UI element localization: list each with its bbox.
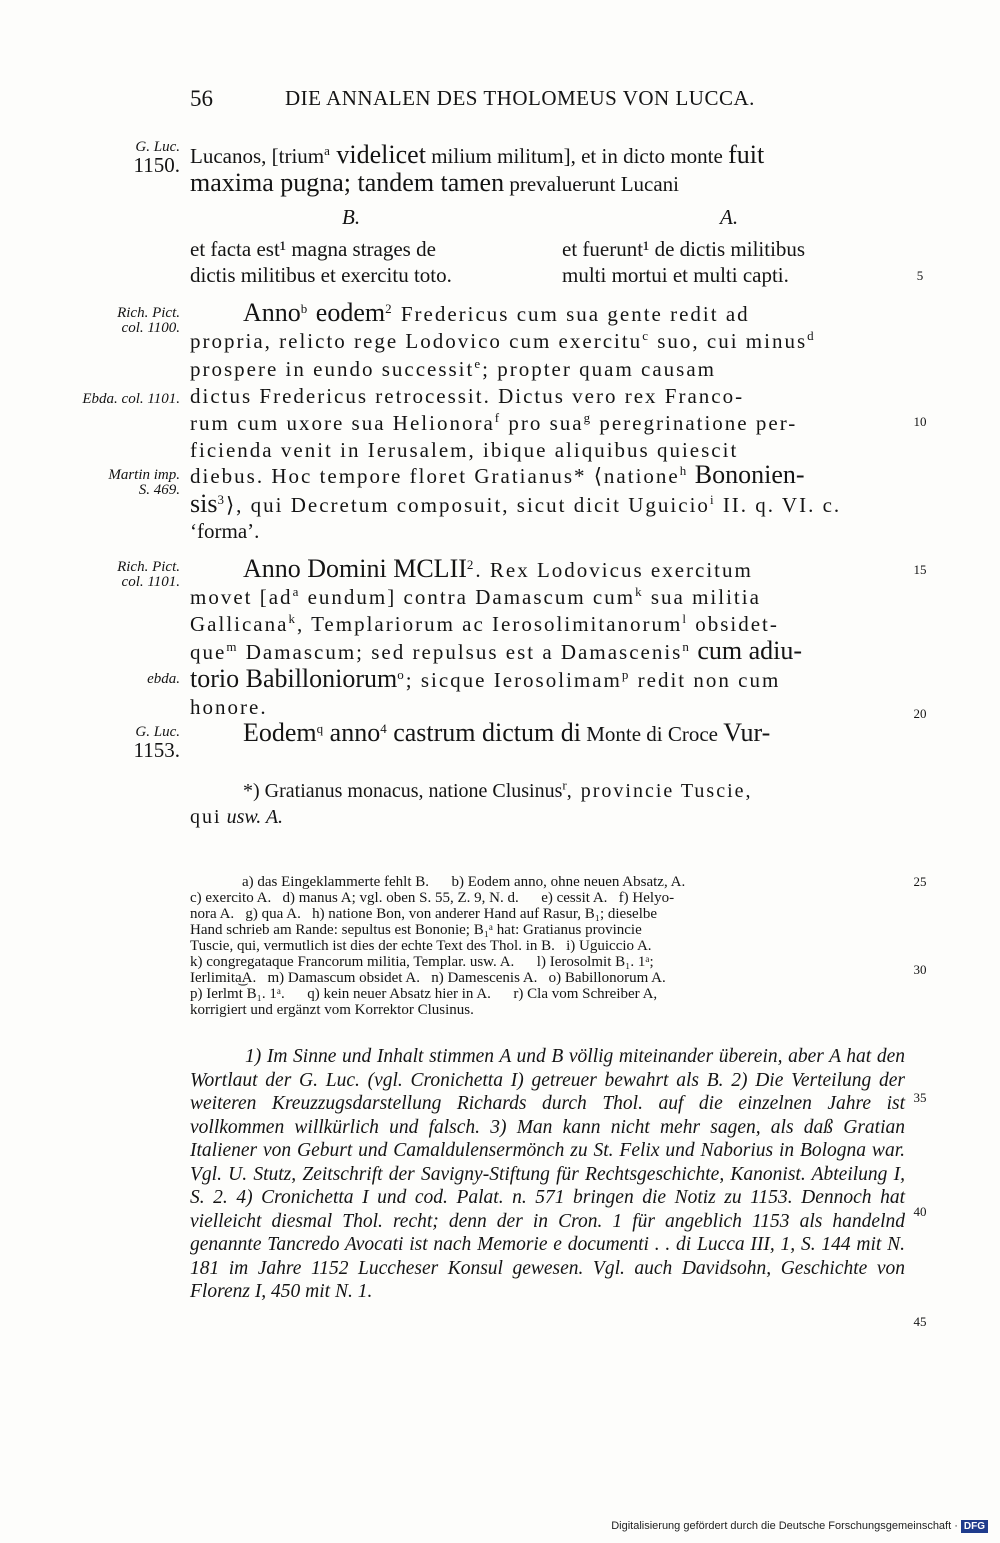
line-number: 15	[913, 562, 927, 577]
apparatus-line: Hand schrieb am Rande: sepultus est Bononie; B₁ᵃ hat: Gratianus provincie	[190, 922, 642, 938]
apparatus-line: Tuscie, qui, vermutlich ist dies der echte Text des Thol. in B. i) Uguiccio A.	[190, 938, 652, 954]
column-b-line: et facta est¹ magna strages de	[190, 237, 436, 261]
column-a-line: multi mortui et multi capti.	[562, 263, 789, 287]
line-number: 40	[913, 1204, 927, 1219]
margin-source-g-luc: G. Luc. 1150.	[95, 140, 180, 176]
text-line: Lucanos, [trium$^a$ videlicet milium militum], et in dicto monte fuit	[190, 140, 765, 169]
line-number: 35	[913, 1090, 927, 1105]
line-number: 25	[913, 874, 927, 889]
text-line: honore.	[190, 695, 268, 719]
line-number: 10	[913, 414, 927, 429]
commentary-paragraph: 1) Im Sinne und Inhalt stimmen A und B völlig miteinander überein, aber A hat den Wortlaut der G. Luc. (vgl. Cronichetta I) getreuer bewahrt als B. 2) Die Verteilung der weiteren Kreuzzugsdarstellung Richards durch Thol. auf die einzelnen Jahre ist vollkommen willkürlich und falsch. 3) Man kann nicht mehr sagen, als daß Gratian Italiener von Geburt und Camaldulensermönch zu St. Felix und Naborius in Bologna war. Vgl. U. Stutz, Zeitschrift der Savigny-Stiftung für Rechtsgeschichte, Kanonist. Abteilung I, S. 2. 4) Cronichetta I und cod. Palat. n. 571 bringen die Notiz zu 1153. Dennoch hat vielleicht diesmal Thol. recht; denn der in Cron. 1 für angeblich 1153 als handelnd genannte Tancredo Avocati ist nach Memorie e documenti . . di Lucca III, 1, S. 144 mit N. 181 im Jahre 1152 Luccheser Konsul gewesen. Vgl. auch Davidsohn, Geschichte von Florenz I, 450 mit N. 1.	[190, 1046, 905, 1302]
text-line: movet [$ad^a$ eundum] contra Damascum cum$^k$ sua militia	[190, 584, 761, 609]
margin-source-martin: Martin imp. S. 469.	[108, 467, 180, 498]
column-b-line: dictis militibus et exercitu toto.	[190, 263, 452, 287]
text-line: ‘forma’.	[190, 519, 260, 543]
text-line: maxima pugna; tandem tamen prevaluerunt Lucani	[190, 168, 679, 197]
margin-year: 1150.	[133, 153, 180, 177]
text-line: ficienda venit in Ierusalem, ibique aliquibus quiescit	[190, 438, 739, 462]
star-footnote-cont: qui usw. A.	[190, 806, 284, 828]
line-number: 20	[913, 706, 927, 721]
apparatus-line: a) das Eingeklammerte fehlt B. b) Eodem anno, ohne neuen Absatz, A.	[242, 874, 686, 890]
margin-source-rich-pict-2: Rich. Pict. col. 1101.	[117, 559, 180, 590]
text-line: Eodem$^q$ anno$^4$ castrum dictum di Monte di Croce Vur-	[243, 718, 771, 747]
text-line: Anno$^b$ eodem$^2$ Fredericus cum sua gente redit ad	[243, 298, 750, 327]
apparatus-line: k) congregataque Francorum militia, Templar. usw. A. l) Ierosolmit B₁. 1ᵃ;	[190, 954, 654, 970]
running-title: DIE ANNALEN DES THOLOMEUS VON LUCCA.	[285, 86, 755, 110]
star-footnote: *) Gratianus monacus, natione Clusinus$^r$, provincie Tuscie,	[243, 777, 753, 802]
column-a-line: et fuerunt¹ de dictis militibus	[562, 237, 806, 261]
apparatus-line: nora A. g) qua A. h) natione Bon, von anderer Hand auf Rasur, B₁; dieselbe	[190, 906, 658, 922]
text-line: que$^m$ Damascum; sed repulsus est a Damascenis$^n$ cum adiu-	[190, 636, 803, 665]
text-line: torio Babilloniorum$^o$; sicque Ierosolimam$^p$ redit non cum	[190, 664, 781, 693]
text-line: Gallicana$^k$, Templariorum ac Ierosolimitanorum$^l$ obsidet-	[190, 611, 779, 636]
text-line: Anno Domini MCLII$^2$. Rex Lodovicus exercitum	[243, 554, 753, 583]
apparatus-line: c) exercito A. d) manus A; vgl. oben S. 55, Z. 9, N. d. e) cessit A. f) Helyo-	[190, 890, 675, 906]
running-header	[0, 86, 1000, 118]
critical-apparatus	[190, 858, 905, 1034]
column-head-b: B.	[342, 205, 361, 229]
page-number: 56	[190, 86, 213, 111]
text-line: rum cum uxore sua Helionora$^f$ pro sua$^g$ peregrinatione per-	[190, 410, 798, 435]
margin-source-g-luc-2: G. Luc. 1153.	[133, 724, 180, 762]
commentary-notes	[190, 1045, 905, 1304]
apparatus-line: korrigiert und ergänzt vom Korrektor Clusinus.	[190, 1002, 474, 1018]
line-number: 45	[913, 1314, 927, 1329]
apparatus-line: Ierlimita͜A. m) Damascum obsidet A. n) Damescenis A. o) Babillonorum A.	[190, 970, 666, 986]
margin-source-ebda-2: ebda.	[147, 671, 180, 687]
margin-source-ebda: Ebda. col. 1101.	[82, 391, 180, 407]
footer-text: Digitalisierung gefördert durch die Deutsche Forschungsgemeinschaft ·	[611, 1520, 958, 1532]
text-line: dictus Fredericus retrocessit. Dictus vero rex Franco-	[190, 384, 745, 408]
line-number: 30	[913, 962, 927, 977]
digitization-footer	[611, 1520, 988, 1533]
line-number: 5	[916, 268, 924, 283]
column-head-a: A.	[720, 205, 739, 229]
dfg-logo: DFG	[961, 1520, 988, 1533]
text-line: diebus. Hoc tempore floret Gratianus* ⟨natione$^h$ Bononien-	[190, 460, 805, 489]
margin-source-rich-pict: Rich. Pict. col. 1100.	[117, 305, 180, 336]
text-line: propria, relicto rege Lodovico cum exercitu$^c$ suo, cui minus$^d$	[190, 328, 816, 353]
text-line: sis$^3$⟩, qui Decretum composuit, sicut dicit Uguicio$^i$ II. q. VI. c.	[190, 489, 842, 518]
apparatus-line: p) Ierlmt B₁. 1ᵃ. q) kein neuer Absatz hier in A. r) Cla vom Schreiber A,	[190, 986, 658, 1002]
text-line: prospere in eundo successit$^e$; propter quam causam	[190, 356, 716, 381]
